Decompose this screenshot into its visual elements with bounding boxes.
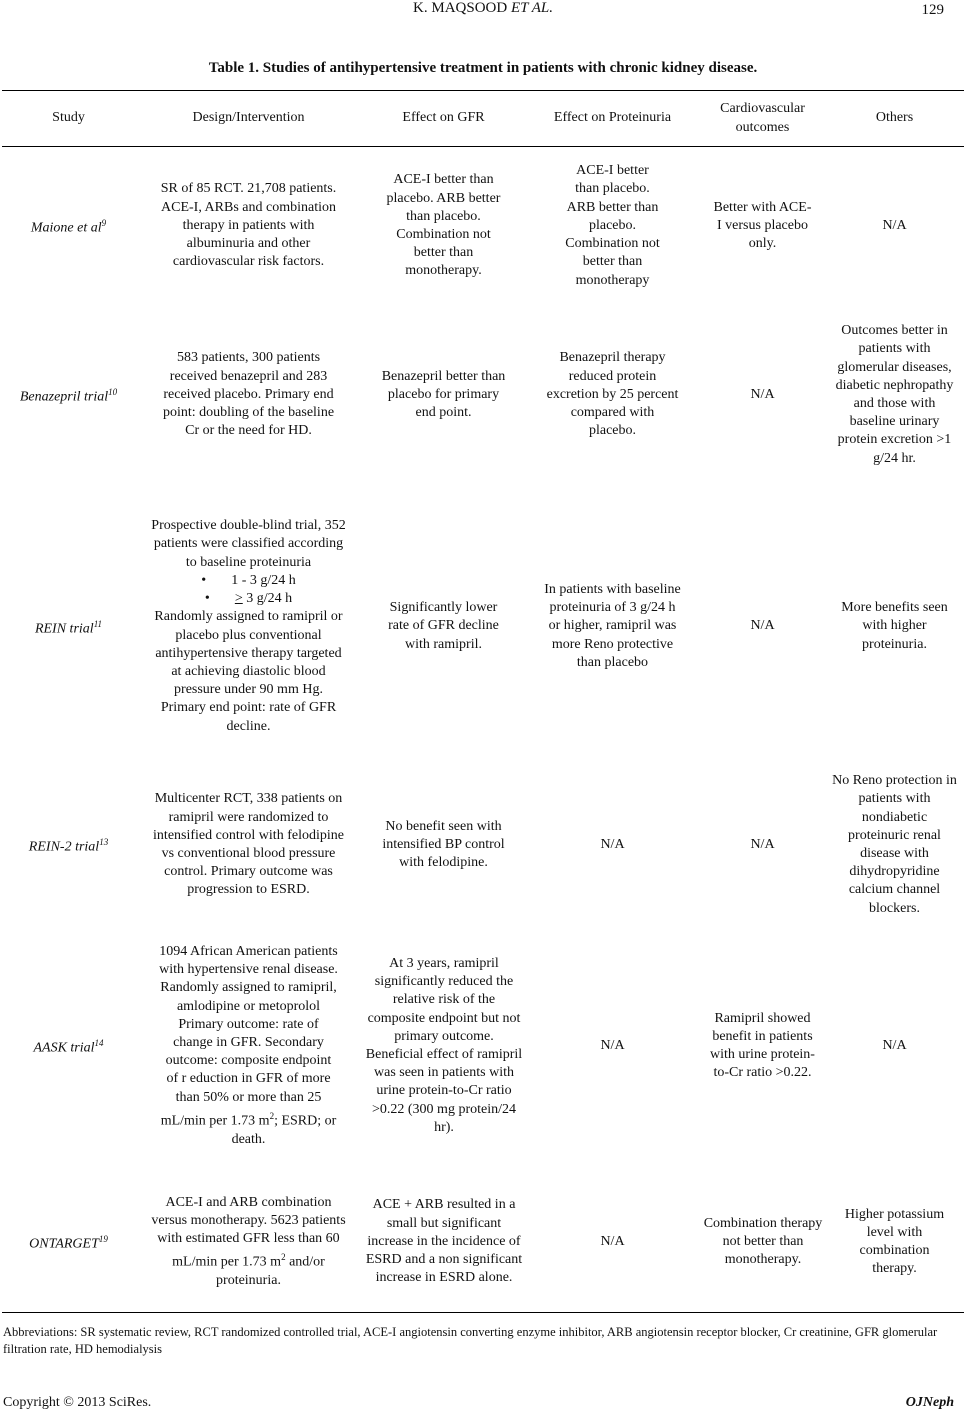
design-cell	[135, 306, 362, 484]
running-header	[0, 0, 966, 24]
cardio-cell	[700, 484, 825, 769]
table-caption: Table 1. Studies of antihypertensive treatment in patients with chronic kidney disease.	[208, 60, 758, 76]
proteinuria-text: N/A	[600, 836, 625, 852]
others-text: Higher potassium level with combination therapy.	[844, 1206, 945, 1277]
design-cell	[135, 484, 362, 769]
cardio-cell	[700, 769, 825, 921]
others-text: N/A	[882, 1037, 907, 1053]
gfr-text: ACE-I better than placebo. ARB better than placebo. Combination not better than monotherapy.	[386, 172, 501, 279]
list-item	[151, 590, 347, 608]
reference-number: 13	[99, 837, 109, 848]
design-cell	[135, 146, 362, 306]
table-row	[2, 484, 964, 769]
proteinuria-text: Benazepril therapy reduced protein excretion by 25 percent compared with placebo.	[546, 350, 679, 439]
others-cell	[825, 769, 964, 921]
stratum-label: 1 - 3 g/24 h	[231, 572, 296, 588]
author-name: K. MAQSOOD	[413, 0, 508, 16]
author-suffix: ET AL.	[510, 0, 553, 16]
proteinuria-cell	[525, 484, 700, 769]
proteinuria-cell	[525, 146, 700, 306]
reference-number: 11	[93, 618, 103, 629]
table-row	[2, 769, 964, 921]
list-item	[151, 572, 347, 590]
column-header-proteinuria: Effect on Proteinuria	[553, 110, 672, 126]
study-name: Benazepril trial	[19, 389, 109, 405]
reference-number: 9	[101, 218, 107, 229]
gfr-cell	[362, 769, 525, 921]
design-rest: Randomly assigned to ramipril or placebo plus conventional antihypertensive therapy targeted at achieving diastolic blood pressure under 90 mm Hg. Primary end point: rate of GFR decline.	[154, 609, 343, 734]
superscript: 2	[269, 1110, 275, 1121]
gfr-text: ACE + ARB resulted in a small but significant increase in the incidence of ESRD and a non significant increase in ESRD alone.	[365, 1197, 523, 1286]
others-text: Outcomes better in patients with glomerular diseases, diabetic nephropathy and those with baseline urinary protein excretion >1 g/24 hr.	[835, 323, 954, 466]
copyright-notice: Copyright © 2013 SciRes.	[3, 1395, 152, 1410]
reference-number: 10	[108, 387, 118, 398]
others-cell	[825, 146, 964, 306]
design-text	[159, 943, 339, 1149]
others-cell	[825, 484, 964, 769]
others-text: No Reno protection in patients with nondiabetic proteinuric renal disease with dihydropyridine calcium channel blockers.	[832, 773, 957, 916]
others-text: More benefits seen with higher proteinuria.	[841, 600, 948, 652]
others-text: N/A	[882, 217, 907, 233]
column-header-study: Study	[52, 110, 85, 126]
design-text: 583 patients, 300 patients received benazepril and 283 received placebo. Primary end point: doubling of the baseline Cr or the need for HD.	[162, 350, 335, 439]
design-cell	[135, 769, 362, 921]
column-header-cardiovascular	[700, 91, 825, 146]
table-row	[2, 921, 964, 1171]
study-name: REIN trial	[34, 621, 94, 637]
gfr-text: Benazepril better than placebo for primary end point.	[381, 368, 506, 421]
table-row	[2, 146, 964, 306]
study-name: ONTARGET	[29, 1236, 99, 1252]
study-cell	[2, 146, 135, 306]
stratum-label: 3 g/24 h	[242, 591, 293, 607]
proteinuria-text: N/A	[600, 1233, 625, 1249]
proteinuria-cell	[525, 921, 700, 1171]
page-number: 129	[921, 2, 944, 18]
design-main: 1094 African American patients with hypertensive renal disease. Randomly assigned to ramipril, amlodipine or metoprolol Primary outcome: rate of change in GFR. Secondary outcome: composite endpoint of r eduction in GFR of more than 50% or more than 25 mL/min per 1.73 m	[159, 944, 338, 1129]
table-header-row	[2, 91, 964, 146]
study-cell	[2, 484, 135, 769]
gfr-text: At 3 years, ramipril significantly reduced the relative risk of the composite endpoint but not primary outcome. Beneficial effect of ramipril was seen in patients with urine protein-to-Cr ratio >0.22 (300 mg protein/24 hr).	[365, 955, 523, 1135]
column-header-gfr: Effect on GFR	[402, 110, 485, 126]
study-cell	[2, 769, 135, 921]
proteinuria-text: N/A	[600, 1037, 625, 1053]
table-row	[2, 1171, 964, 1313]
study-name: REIN-2 trial	[28, 839, 100, 855]
design-main: ACE-I and ARB combination versus monotherapy. 5623 patients with estimated GFR less than 60 mL/min per 1.73 m	[151, 1194, 346, 1270]
studies-table	[2, 91, 964, 1313]
proteinuria-text: In patients with baseline proteinuria of 3 g/24 h or higher, ramipril was more Reno protective than placebo	[544, 581, 681, 670]
gfr-cell	[362, 484, 525, 769]
others-cell	[825, 1171, 964, 1313]
proteinuria-strata-list	[151, 572, 347, 608]
proteinuria-cell	[525, 1171, 700, 1313]
study-cell	[2, 1171, 135, 1313]
running-header-author	[0, 0, 966, 17]
gfr-cell	[362, 146, 525, 306]
proteinuria-cell	[525, 306, 700, 484]
others-cell	[825, 306, 964, 484]
table-row	[2, 306, 964, 484]
cardio-text: N/A	[750, 836, 775, 852]
study-name: Maione et al	[30, 220, 102, 236]
design-text: SR of 85 RCT. 21,708 patients. ACE-I, ARBs and combination therapy in patients with albuminuria and other cardiovascular risk factors.	[160, 181, 337, 270]
superscript: 2	[281, 1252, 286, 1263]
study-name: AASK trial	[33, 1040, 95, 1056]
others-cell	[825, 921, 964, 1171]
cardio-text: Combination therapy not better than monotherapy.	[703, 1215, 823, 1268]
gfr-cell	[362, 1171, 525, 1313]
cardio-text: Ramipril showed benefit in patients with urine protein-to-Cr ratio >0.22.	[710, 1010, 815, 1081]
gfr-text: No benefit seen with intensified BP control with felodipine.	[382, 818, 505, 871]
column-header-others: Others	[875, 110, 914, 126]
cardio-cell	[700, 306, 825, 484]
proteinuria-text: ACE-I better than placebo. ARB better than placebo. Combination not better than monotherapy	[565, 163, 660, 288]
cardio-text: Better with ACE-I versus placebo only.	[713, 199, 812, 252]
gfr-cell	[362, 921, 525, 1171]
design-text	[151, 1194, 347, 1291]
design-text: Multicenter RCT, 338 patients on ramipril were randomized to intensified control with felodipine vs conventional blood pressure control. Primary outcome was progression to ESRD.	[153, 791, 344, 898]
design-tail: and/or proteinuria.	[216, 1254, 325, 1289]
reference-number: 19	[98, 1234, 108, 1245]
design-tail: ; ESRD; or death.	[231, 1113, 337, 1147]
gfr-text: Significantly lower rate of GFR decline with ramipril.	[388, 600, 499, 652]
study-cell	[2, 921, 135, 1171]
design-cell	[135, 921, 362, 1171]
cardio-cell	[700, 146, 825, 306]
column-header-cardiovascular-text: Cardiovascular outcomes	[720, 101, 805, 135]
cardio-cell	[700, 921, 825, 1171]
design-text	[151, 517, 347, 735]
journal-name: OJNeph	[905, 1395, 954, 1410]
study-cell	[2, 306, 135, 484]
cardio-text: N/A	[750, 618, 775, 634]
reference-number: 14	[94, 1038, 104, 1049]
proteinuria-cell	[525, 769, 700, 921]
gfr-cell	[362, 306, 525, 484]
cardio-text: N/A	[750, 386, 775, 402]
stratum-symbol: >	[234, 591, 243, 607]
cardio-cell	[700, 1171, 825, 1313]
design-intro: Prospective double-blind trial, 352 patients were classified according to baseline proteinuria	[151, 518, 346, 570]
design-cell	[135, 1171, 362, 1313]
column-header-design: Design/Intervention	[192, 110, 305, 126]
table-footnote: Abbreviations: SR systematic review, RCT randomized controlled trial, ACE-I angiotensin converting enzyme inhibitor, ARB angiotensin receptor blocker, Cr creatinine, GFR glomerular filtration rate, HD hemodialysis	[3, 1325, 938, 1356]
